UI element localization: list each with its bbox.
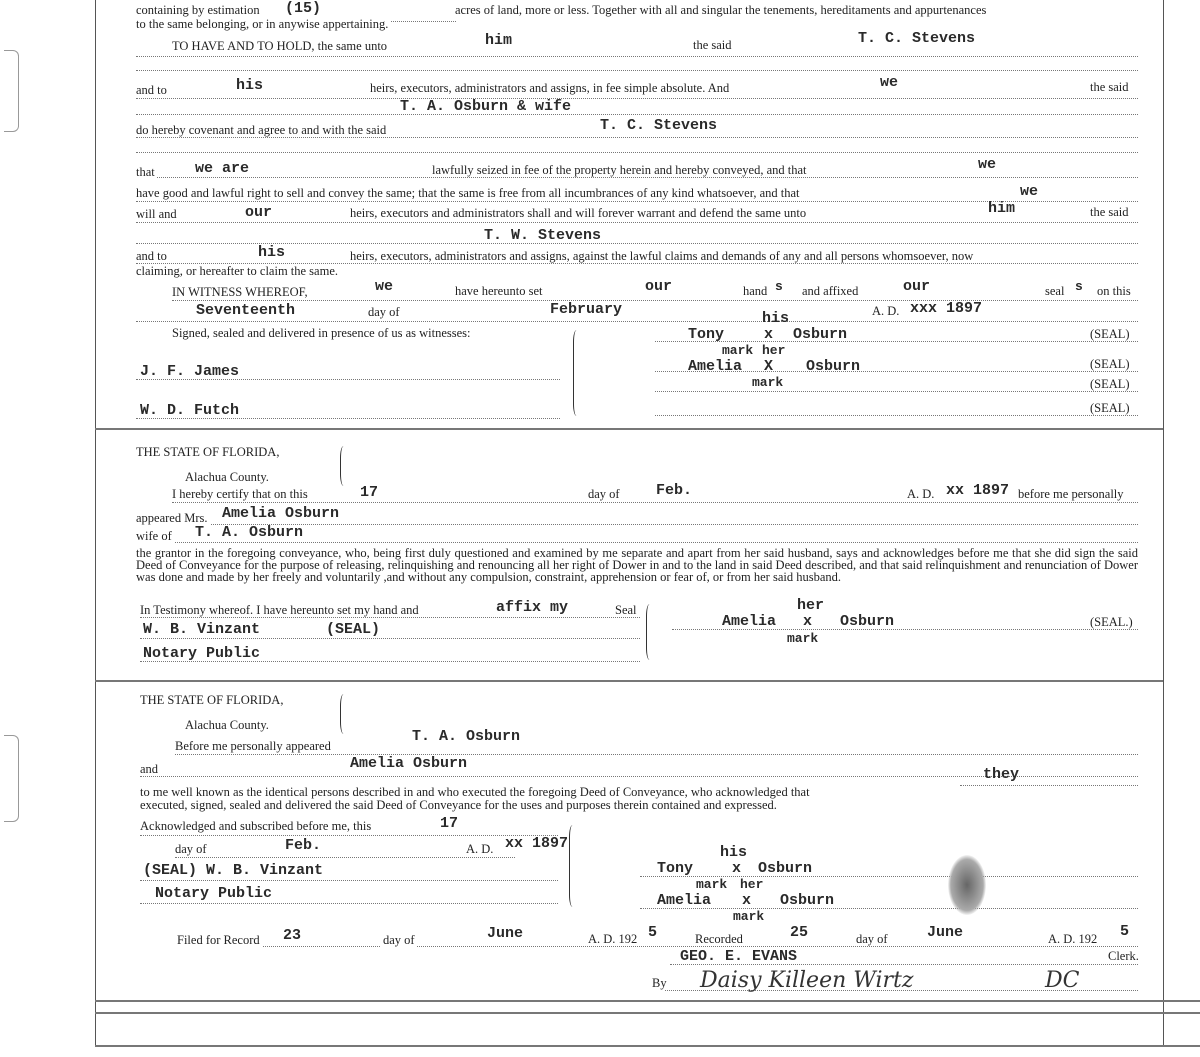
cert-text: and bbox=[140, 762, 159, 776]
record-text: Filed for Record bbox=[177, 933, 260, 947]
dotted-rule bbox=[172, 300, 1138, 301]
record-text: day of bbox=[856, 932, 888, 946]
fill-value: they bbox=[983, 766, 1020, 783]
deed-text: heirs, executors and administrators shall and will forever warrant and defend the same unto bbox=[350, 206, 807, 220]
deed-text: Signed, sealed and delivered in presence of us as witnesses: bbox=[172, 326, 471, 340]
deed-text: the said bbox=[693, 38, 732, 52]
person-name: Amelia Osburn bbox=[222, 505, 340, 522]
signature-mark: Tony bbox=[657, 860, 694, 877]
cert-text: In Testimony whereof. I have hereunto set my hand and bbox=[140, 603, 419, 617]
fill-value: we bbox=[880, 74, 899, 91]
fill-value: his bbox=[236, 77, 264, 94]
cert-text: A. D. bbox=[466, 842, 494, 856]
record-text: A. D. 192 bbox=[588, 932, 638, 946]
recorded-year: 5 bbox=[1120, 923, 1130, 940]
fill-value: our bbox=[245, 204, 273, 221]
grantee-name: T. C. Stevens bbox=[600, 117, 718, 134]
dotted-rule bbox=[140, 903, 558, 904]
month-value: Feb. bbox=[656, 482, 693, 499]
mark-label: mark bbox=[787, 631, 819, 646]
state-heading: THE STATE OF FLORIDA, bbox=[136, 445, 280, 459]
dotted-rule bbox=[655, 415, 1138, 416]
record-text: day of bbox=[383, 933, 415, 947]
punch-hole bbox=[4, 735, 19, 822]
cert-text: Before me personally appeared bbox=[175, 739, 331, 753]
dotted-rule bbox=[136, 56, 1138, 57]
dotted-rule bbox=[177, 946, 1138, 947]
deed-text: acres of land, more or less. Together with all and singular the tenements, hereditaments and appurtenances bbox=[455, 3, 987, 17]
seal-label: (SEAL) bbox=[326, 621, 381, 638]
month-value: Feb. bbox=[285, 837, 322, 854]
signature-mark: Tony bbox=[688, 326, 725, 343]
deed-text: to the same belonging, or in anywise appertaining. bbox=[136, 17, 389, 31]
signature-mark: Amelia bbox=[657, 892, 712, 909]
grantee-name: T. W. Stevens bbox=[484, 227, 602, 244]
mark-label: mark bbox=[752, 375, 784, 390]
brace bbox=[340, 446, 347, 486]
notary-title: Notary Public bbox=[155, 885, 273, 902]
dower-paragraph: the grantor in the foregoing conveyance, who, being first duly questioned and examined by me separate and apart from her said husband, says and acknowledges before me that she did sign the said Deed of Conveyance for the purpose of releasing, relinquishing and renouncing all her right of Dower in and to the land in said Deed described, and that said relinquishment and renunciation of Dower was done and made by her freely and voluntarily ,and without any compulsion, constraint, apprehension or fear of, or from her said husband. bbox=[136, 546, 1138, 584]
deed-text: and to bbox=[136, 83, 167, 97]
person-name: T. A. Osburn bbox=[195, 524, 304, 541]
dotted-rule bbox=[136, 98, 1138, 99]
dotted-rule bbox=[140, 880, 558, 881]
cert-text: to me well known as the identical persons described in and who executed the foregoing Deed of Conveyance, who acknowledged that bbox=[140, 785, 810, 799]
seal-label: (SEAL) bbox=[1090, 327, 1130, 341]
mark-label: his bbox=[762, 310, 790, 327]
grantee-name: T. C. Stevens bbox=[858, 30, 976, 47]
signature-mark: Osburn bbox=[806, 358, 861, 375]
filed-month: June bbox=[487, 925, 524, 942]
recorded-day: 25 bbox=[790, 924, 809, 941]
grantee-pronoun: him bbox=[485, 32, 513, 49]
dotted-rule bbox=[140, 617, 640, 618]
witness-name: W. D. Futch bbox=[140, 402, 240, 419]
year-value: xx 1897 bbox=[946, 482, 1010, 499]
record-text: Recorded bbox=[695, 932, 743, 946]
seal-label: (SEAL) bbox=[1090, 401, 1130, 415]
day-value: 17 bbox=[360, 484, 379, 501]
deed-text: seal bbox=[1045, 284, 1065, 298]
signature-mark: x bbox=[764, 326, 774, 343]
county-heading: Alachua County. bbox=[185, 470, 269, 484]
seal-label: (SEAL.) bbox=[1090, 615, 1133, 629]
county-heading: Alachua County. bbox=[185, 718, 269, 732]
divider bbox=[95, 428, 1163, 430]
divider bbox=[95, 680, 1163, 682]
cert-text: wife of bbox=[136, 529, 172, 543]
day-value: Seventeenth bbox=[196, 302, 296, 319]
fill-value: our bbox=[645, 278, 673, 295]
deed-text: the said bbox=[1090, 80, 1129, 94]
deed-text: the said bbox=[1090, 205, 1129, 219]
deed-text: containing by estimation bbox=[136, 3, 260, 17]
deed-text: have good and lawful right to sell and convey the same; that the same is free from all incumbrances of any kind whatsoever, and that bbox=[136, 186, 800, 200]
notary-name: W. B. Vinzant bbox=[143, 621, 261, 638]
brace bbox=[646, 604, 653, 660]
fill-value: s bbox=[775, 279, 783, 294]
ink-smudge bbox=[948, 855, 986, 915]
person-name: Amelia Osburn bbox=[350, 755, 468, 772]
mark-label: her bbox=[740, 877, 764, 892]
dotted-rule bbox=[136, 70, 1138, 71]
filed-year: 5 bbox=[648, 924, 658, 941]
signature-mark: X bbox=[764, 358, 774, 375]
state-heading: THE STATE OF FLORIDA, bbox=[140, 693, 284, 707]
cert-text: executed, signed, sealed and delivered the said Deed of Conveyance for the uses and purposes therein contained and expressed. bbox=[140, 798, 777, 812]
cert-text: day of bbox=[175, 842, 207, 856]
deed-text: will and bbox=[136, 207, 177, 221]
cert-text: day of bbox=[588, 487, 620, 501]
deed-text: IN WITNESS WHEREOF, bbox=[172, 285, 308, 299]
clerk-name: GEO. E. EVANS bbox=[680, 948, 798, 965]
mark-label: mark bbox=[722, 343, 754, 358]
fill-value: him bbox=[988, 200, 1016, 217]
grantor-name: T. A. Osburn & wife bbox=[400, 98, 572, 115]
mark-label: mark bbox=[696, 877, 728, 892]
divider bbox=[95, 1045, 1200, 1047]
deed-text: A. D. bbox=[872, 304, 900, 318]
mark-label: mark bbox=[733, 909, 765, 924]
dotted-rule bbox=[640, 908, 1138, 909]
year-value: xx 1897 bbox=[505, 835, 569, 852]
brace bbox=[573, 330, 580, 416]
clerk-label: Clerk. bbox=[1108, 949, 1139, 963]
seal-label: (SEAL) bbox=[1090, 357, 1130, 371]
dotted-rule bbox=[172, 502, 1138, 503]
fill-value: we bbox=[375, 278, 394, 295]
cert-text: I hereby certify that on this bbox=[172, 487, 308, 501]
signature-mark: x bbox=[732, 860, 742, 877]
month-value: February bbox=[550, 301, 623, 318]
mark-label: her bbox=[762, 343, 786, 358]
person-name: T. A. Osburn bbox=[412, 728, 521, 745]
dotted-rule bbox=[655, 341, 1138, 342]
deed-text: do hereby covenant and agree to and with the said bbox=[136, 123, 387, 137]
deed-text: heirs, executors, administrators and assigns, in fee simple absolute. And bbox=[370, 81, 730, 95]
notary-title: Notary Public bbox=[143, 645, 261, 662]
seal-label: (SEAL) bbox=[1090, 377, 1130, 391]
cert-text: before me personally bbox=[1018, 487, 1124, 501]
brace bbox=[340, 694, 347, 734]
dotted-rule bbox=[136, 321, 1138, 322]
deputy-signature: Daisy Killeen Wirtz bbox=[700, 968, 914, 993]
cert-text: A. D. bbox=[907, 487, 935, 501]
punch-hole bbox=[4, 50, 19, 132]
left-border bbox=[95, 0, 96, 1045]
signature-mark: x bbox=[742, 892, 752, 909]
dotted-rule bbox=[175, 754, 1138, 755]
signature-mark: Osburn bbox=[758, 860, 813, 877]
signature-mark: Amelia bbox=[688, 358, 743, 375]
deed-text: and to bbox=[136, 249, 167, 263]
dotted-rule bbox=[136, 177, 1138, 178]
fill-value: s bbox=[1075, 279, 1083, 294]
cert-text: Seal bbox=[615, 603, 637, 617]
right-border bbox=[1163, 0, 1164, 1045]
deed-text: day of bbox=[368, 305, 400, 319]
fill-value: we are bbox=[195, 160, 250, 177]
mark-label: her bbox=[797, 597, 825, 614]
dotted-rule bbox=[655, 391, 1138, 392]
record-text: A. D. 192 bbox=[1048, 932, 1098, 946]
deed-text: and affixed bbox=[802, 284, 859, 298]
dotted-rule bbox=[136, 222, 1138, 223]
mark-label: his bbox=[720, 844, 748, 861]
divider bbox=[95, 1012, 1200, 1014]
fill-value: we bbox=[978, 156, 997, 173]
notary-name: (SEAL) W. B. Vinzant bbox=[143, 862, 324, 879]
deed-text: claiming, or hereafter to claim the same. bbox=[136, 264, 338, 278]
signature-mark: Osburn bbox=[840, 613, 895, 630]
dotted-rule bbox=[140, 638, 640, 639]
deed-text: TO HAVE AND TO HOLD, the same unto bbox=[172, 39, 388, 53]
dotted-rule bbox=[136, 542, 1138, 543]
day-value: 17 bbox=[440, 815, 459, 832]
fill-value: our bbox=[903, 278, 931, 295]
filed-day: 23 bbox=[283, 927, 302, 944]
dotted-rule bbox=[960, 785, 1138, 786]
fill-value: affix my bbox=[496, 599, 569, 616]
dotted-rule bbox=[175, 857, 515, 858]
deputy-clerk-initials: DC bbox=[1045, 968, 1080, 993]
deed-text: lawfully seized in fee of the property herein and hereby conveyed, and that bbox=[432, 163, 807, 177]
signature-mark: Osburn bbox=[793, 326, 848, 343]
deed-text: that bbox=[136, 165, 155, 179]
cert-text: Acknowledged and subscribed before me, this bbox=[140, 819, 372, 833]
dotted-rule bbox=[136, 137, 1138, 138]
witness-name: J. F. James bbox=[140, 363, 240, 380]
divider bbox=[95, 1000, 1200, 1002]
deed-text: hand bbox=[743, 284, 768, 298]
dotted-rule bbox=[136, 152, 1138, 153]
dotted-rule bbox=[136, 243, 1138, 244]
by-label: By bbox=[652, 976, 667, 990]
signature-mark: Amelia bbox=[722, 613, 777, 630]
signature-mark: x bbox=[803, 613, 813, 630]
deed-text: heirs, executors, administrators and assigns, against the lawful claims and demands of any and all persons whomsoever, now bbox=[350, 249, 974, 263]
cert-text: appeared Mrs. bbox=[136, 511, 208, 525]
fill-value: we bbox=[1020, 183, 1039, 200]
brace bbox=[569, 825, 576, 907]
deed-text: have hereunto set bbox=[455, 284, 543, 298]
dotted-rule bbox=[140, 835, 558, 836]
acreage-value: (15) bbox=[285, 0, 322, 17]
deed-text: on this bbox=[1097, 284, 1131, 298]
fill-value: his bbox=[258, 244, 286, 261]
year-value: xxx 1897 bbox=[910, 300, 983, 317]
dotted-rule bbox=[136, 114, 1138, 115]
signature-mark: Osburn bbox=[780, 892, 835, 909]
recorded-month: June bbox=[927, 924, 964, 941]
